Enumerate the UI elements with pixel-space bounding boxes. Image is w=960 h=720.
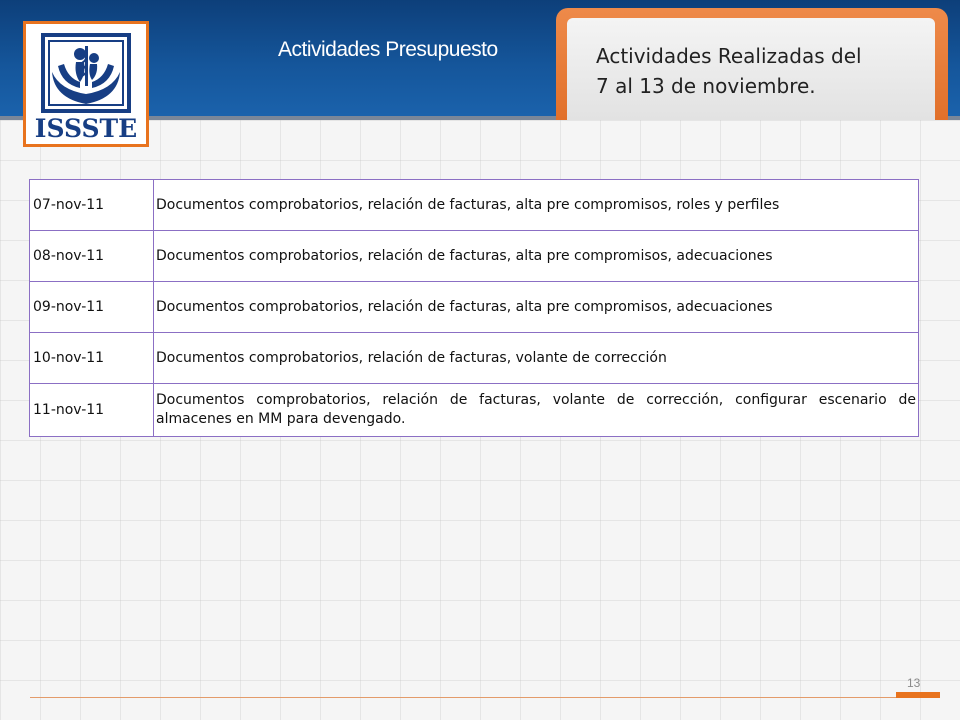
slide-title bbox=[596, 41, 916, 101]
footer-line bbox=[30, 697, 900, 698]
table-row bbox=[30, 333, 919, 384]
table-row bbox=[30, 282, 919, 333]
table-row bbox=[30, 180, 919, 231]
date-cell: 08-nov-11 bbox=[30, 231, 154, 282]
slide-title-line1: Actividades Realizadas del bbox=[596, 44, 862, 68]
description-cell: Documentos comprobatorios, relación de facturas, volante de corrección bbox=[154, 333, 919, 384]
date-cell: 07-nov-11 bbox=[30, 180, 154, 231]
section-title: Actividades Presupuesto bbox=[278, 38, 498, 61]
table-row bbox=[30, 231, 919, 282]
footer-accent-bar bbox=[896, 692, 940, 698]
description-cell: Documentos comprobatorios, relación de facturas, volante de corrección, configurar escenario de almacenes en MM para devengado. bbox=[154, 384, 919, 437]
slide-title-line2: 7 al 13 de noviembre. bbox=[596, 74, 816, 98]
description-cell: Documentos comprobatorios, relación de facturas, alta pre compromisos, adecuaciones bbox=[154, 231, 919, 282]
table-row bbox=[30, 384, 919, 437]
date-cell: 09-nov-11 bbox=[30, 282, 154, 333]
issste-logo bbox=[23, 21, 149, 147]
date-cell: 11-nov-11 bbox=[30, 384, 154, 437]
issste-emblem-icon bbox=[40, 32, 132, 114]
description-cell: Documentos comprobatorios, relación de facturas, alta pre compromisos, adecuaciones bbox=[154, 282, 919, 333]
date-cell: 10-nov-11 bbox=[30, 333, 154, 384]
logo-text: ISSSTE bbox=[34, 114, 138, 143]
page-number: 13 bbox=[907, 676, 921, 690]
activities-table bbox=[29, 179, 919, 437]
description-cell: Documentos comprobatorios, relación de facturas, alta pre compromisos, roles y perfiles bbox=[154, 180, 919, 231]
